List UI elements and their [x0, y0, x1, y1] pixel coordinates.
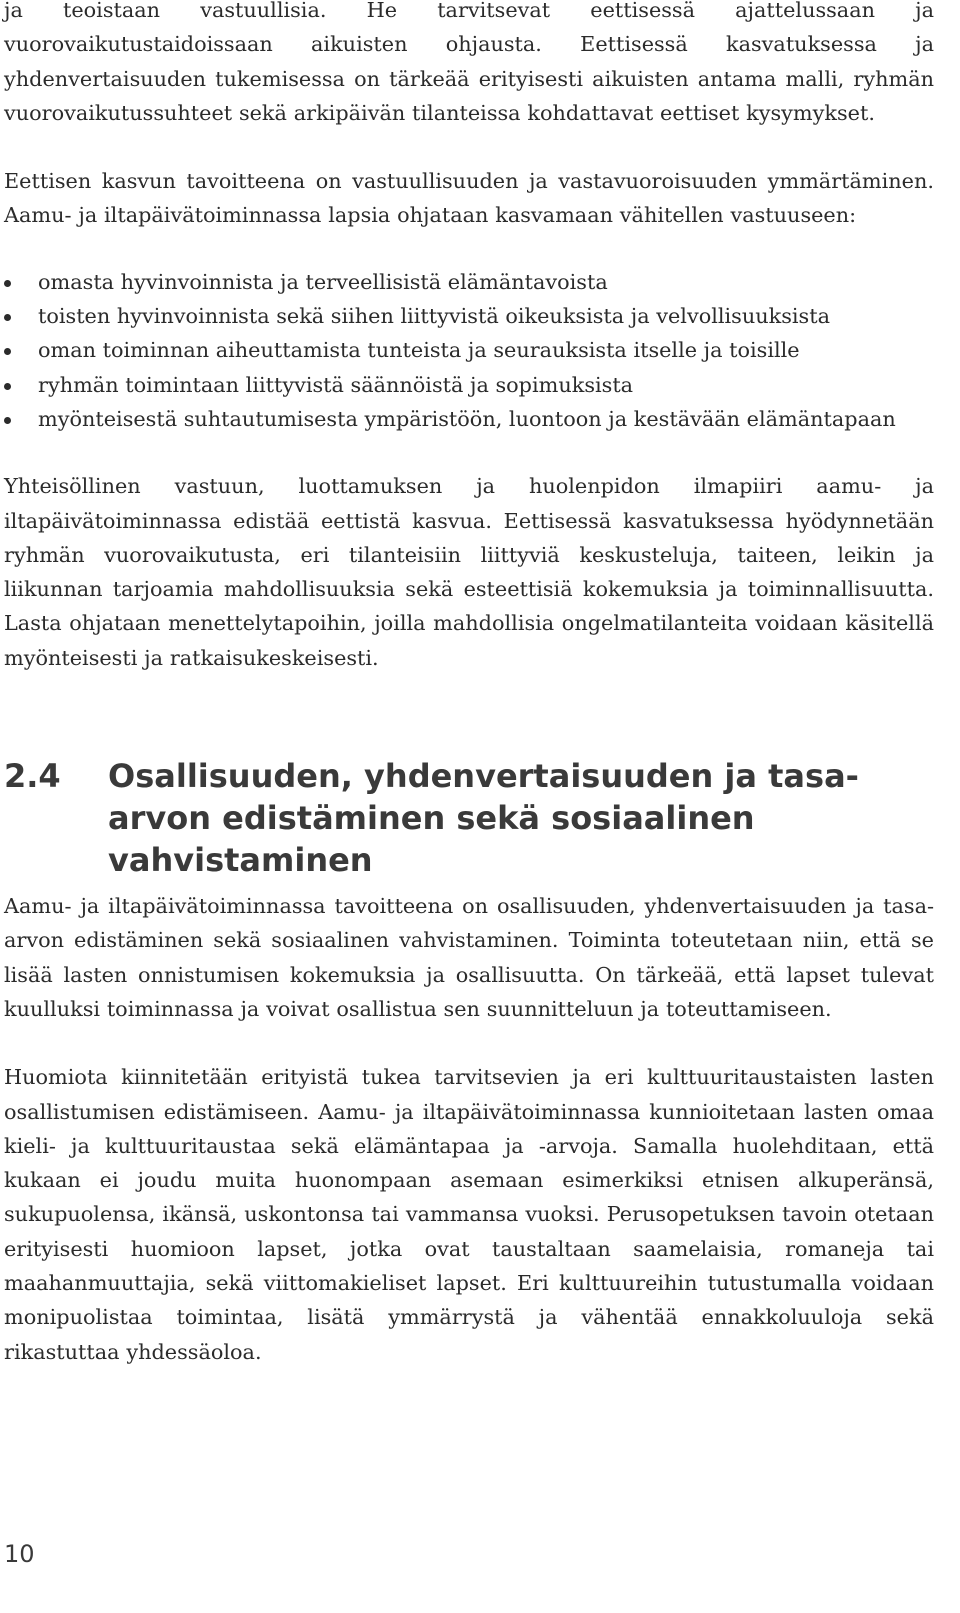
bullet-icon — [4, 417, 11, 424]
section-title: Osallisuuden, yhdenvertaisuuden ja tasa-arvon edistäminen sekä sosiaalinen vahvistaminen — [108, 757, 859, 880]
list-item: myönteisestä suhtautumisesta ympäristöön, luontoon ja kestävään elämäntapaan — [4, 402, 934, 436]
paragraph-ethics-intro: ja teoistaan vastuullisia. He tarvitsevat eettisessä ajattelussaan ja vuorovaikutustaidoissaan aikuisten ohjausta. Eettisessä kasvatuksessa ja yhdenvertaisuuden tukemisessa on tärkeää erityisesti aikuisten antama malli, ryhmän vuorovaikutussuhteet sekä arkipäivän tilanteissa kohdattavat eettiset kysymykset. — [4, 0, 934, 125]
paragraph-ethical-growth: Eettisen kasvun tavoitteena on vastuullisuuden ja vastavuoroisuuden ymmärtäminen. Aamu- ja iltapäivätoiminnassa lapsia ohjataan kasvamaan vähitellen vastuuseen: — [4, 169, 934, 228]
list-item: toisten hyvinvoinnista sekä siihen liittyvistä oikeuksista ja velvollisuuksista — [4, 299, 934, 333]
bullet-icon — [4, 314, 11, 321]
list-item: omasta hyvinvoinnista ja terveellisistä elämäntavoista — [4, 265, 934, 299]
bullet-icon — [4, 383, 11, 390]
responsibility-list — [4, 265, 934, 436]
bullet-icon — [4, 348, 11, 355]
document-page — [4, 0, 934, 1369]
bullet-icon — [4, 280, 11, 287]
list-item: ryhmän toimintaan liittyvistä säännöistä ja sopimuksista — [4, 368, 934, 402]
section-number: 2.4 — [4, 757, 61, 796]
list-item: oman toiminnan aiheuttamista tunteista ja seurauksista itselle ja toisille — [4, 333, 934, 367]
paragraph-community: Yhteisöllinen vastuun, luottamuksen ja huolenpidon ilmapiiri aamu- ja iltapäivätoiminnassa edistää eettistä kasvua. Eettisessä kasvatuksessa hyödynnetään ryhmän vuorovaikutusta, eri tilanteisiin liittyviä keskusteluja, taiteen, leikin ja liikunnan tarjoamia mahdollisuuksia sekä esteettisiä kokemuksia ja toiminnallisuutta. Lasta ohjataan menettelytapoihin, joilla mahdollisia ongelmatilanteita voidaan käsitellä myönteisesti ja ratkaisukeskeisesti. — [4, 474, 934, 670]
paragraph-special-support: Huomiota kiinnitetään erityistä tukea tarvitsevien ja eri kulttuuritaustaisten lasten osallistumisen edistämiseen. Aamu- ja iltapäivätoiminnassa kunnioitetaan lasten omaa kieli- ja kulttuuritaustaa sekä elämäntapaa ja -arvoja. Samalla huolehditaan, että kukaan ei joudu muita huonompaan asemaan esimerkiksi etnisen alkuperänsä, sukupuolensa, ikänsä, uskontonsa tai vammansa vuoksi. Perusopetuksen tavoin otetaan erityisesti huomioon lapset, jotka ovat taustaltaan saamelaisia, romaneja tai maahanmuuttajia, sekä viittomakieliset lapset. Eri kulttuureihin tutustumalla voidaan monipuolistaa toimintaa, lisätä ymmärrystä ja vähentää ennakkoluuloja sekä rikastuttaa yhdessäoloa. — [4, 1065, 934, 1364]
paragraph-participation: Aamu- ja iltapäivätoiminnassa tavoitteena on osallisuuden, yhdenvertaisuuden ja tasa-arvon edistäminen sekä sosiaalinen vahvistaminen. Toiminta toteutetaan niin, että se lisää lasten onnistumisen kokemuksia ja osallisuutta. On tärkeää, että lapset tulevat kuulluksi toiminnassa ja voivat osallistua sen suunnitteluun ja toteuttamiseen. — [4, 894, 934, 1021]
page-number: 10 — [4, 1540, 35, 1568]
section-heading — [4, 755, 934, 881]
